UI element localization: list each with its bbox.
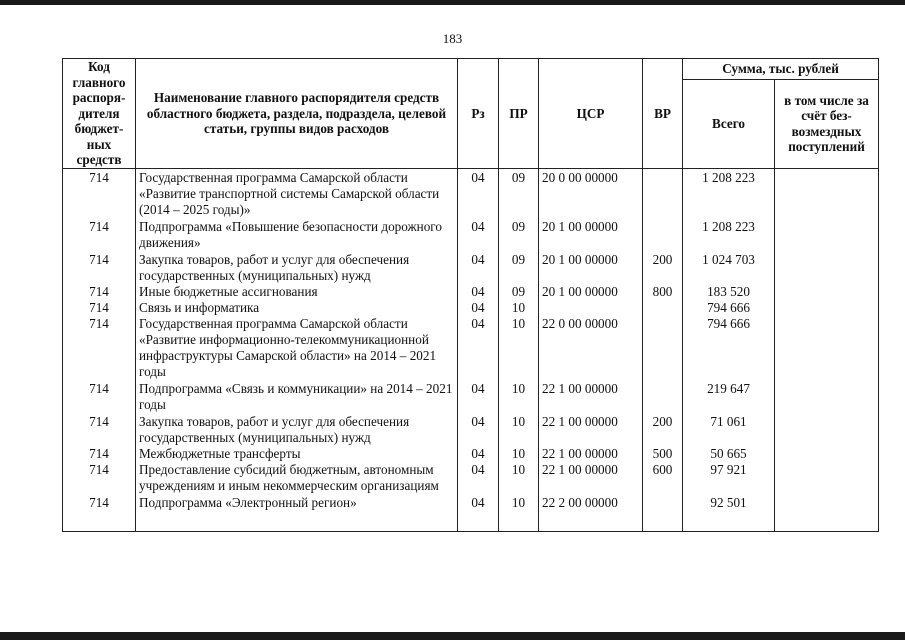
cell-csr: 20 1 00 00000 [539, 251, 643, 284]
cell-total: 183 520 [683, 284, 775, 300]
cell-code: 714 [63, 218, 136, 251]
cell-free-receipts [775, 316, 879, 380]
cell-vr: 500 [643, 446, 683, 462]
cell-pr: 10 [499, 380, 539, 413]
cell-total: 794 666 [683, 300, 775, 316]
cell-total: 1 208 223 [683, 168, 775, 218]
cell-vr [643, 380, 683, 413]
header-rz: Рз [458, 59, 499, 169]
cell-csr: 22 1 00 00000 [539, 446, 643, 462]
cell-free-receipts [775, 168, 879, 218]
table-row [63, 284, 879, 300]
cell-name: Межбюджетные трансферты [136, 446, 458, 462]
cell-vr: 200 [643, 413, 683, 446]
cell-rz: 04 [458, 462, 499, 494]
cell-rz: 04 [458, 316, 499, 380]
cell-vr: 200 [643, 251, 683, 284]
scan-top-border [0, 0, 905, 5]
cell-csr: 20 1 00 00000 [539, 284, 643, 300]
cell-total: 1 024 703 [683, 251, 775, 284]
cell-csr [539, 300, 643, 316]
table-row [63, 168, 879, 218]
cell-total: 97 921 [683, 462, 775, 494]
cell-free-receipts [775, 413, 879, 446]
cell-vr [643, 494, 683, 532]
cell-name: Подпрограмма «Связь и коммуникации» на 2014 – 2021 годы [136, 380, 458, 413]
cell-rz: 04 [458, 300, 499, 316]
cell-name: Закупка товаров, работ и услуг для обеспечения государственных (муниципальных) нужд [136, 413, 458, 446]
cell-csr: 22 2 00 00000 [539, 494, 643, 532]
cell-vr [643, 218, 683, 251]
cell-total: 71 061 [683, 413, 775, 446]
cell-name: Связь и информатика [136, 300, 458, 316]
cell-free-receipts [775, 380, 879, 413]
cell-name: Подпрограмма «Повышение безопасности дорожного движения» [136, 218, 458, 251]
table-row [63, 300, 879, 316]
cell-free-receipts [775, 218, 879, 251]
header-free-receipts: в том числе за счёт без-возмездных поступлений [775, 80, 879, 169]
cell-pr: 09 [499, 218, 539, 251]
cell-csr: 20 0 00 00000 [539, 168, 643, 218]
cell-pr: 09 [499, 168, 539, 218]
cell-vr: 600 [643, 462, 683, 494]
cell-pr: 10 [499, 300, 539, 316]
cell-csr: 22 1 00 00000 [539, 413, 643, 446]
cell-rz: 04 [458, 446, 499, 462]
table-row [63, 462, 879, 494]
scan-bottom-border [0, 632, 905, 640]
page-number: 183 [442, 31, 463, 46]
table-row [63, 316, 879, 380]
cell-code: 714 [63, 462, 136, 494]
cell-total: 92 501 [683, 494, 775, 532]
table-row [63, 251, 879, 284]
cell-pr: 10 [499, 413, 539, 446]
cell-name: Закупка товаров, работ и услуг для обеспечения государственных (муниципальных) нужд [136, 251, 458, 284]
cell-code: 714 [63, 284, 136, 300]
header-total: Всего [683, 80, 775, 169]
cell-total: 794 666 [683, 316, 775, 380]
cell-rz: 04 [458, 168, 499, 218]
cell-free-receipts [775, 251, 879, 284]
header-code: Код главного распоря-дителя бюджет-ных средств [63, 59, 136, 169]
budget-table [62, 58, 879, 532]
cell-rz: 04 [458, 494, 499, 532]
cell-vr [643, 316, 683, 380]
cell-code: 714 [63, 316, 136, 380]
cell-rz: 04 [458, 284, 499, 300]
cell-csr: 22 0 00 00000 [539, 316, 643, 380]
cell-rz: 04 [458, 218, 499, 251]
cell-name: Подпрограмма «Электронный регион» [136, 494, 458, 532]
cell-name: Государственная программа Самарской области «Развитие транспортной системы Самарской области (2014 – 2025 годы)» [136, 168, 458, 218]
cell-free-receipts [775, 284, 879, 300]
cell-name: Иные бюджетные ассигнования [136, 284, 458, 300]
cell-code: 714 [63, 380, 136, 413]
cell-rz: 04 [458, 413, 499, 446]
header-vr: ВР [643, 59, 683, 169]
cell-total: 50 665 [683, 446, 775, 462]
cell-pr: 10 [499, 494, 539, 532]
cell-total: 1 208 223 [683, 218, 775, 251]
cell-pr: 09 [499, 251, 539, 284]
table-row [63, 380, 879, 413]
cell-code: 714 [63, 168, 136, 218]
cell-code: 714 [63, 494, 136, 532]
cell-vr [643, 300, 683, 316]
cell-code: 714 [63, 413, 136, 446]
cell-code: 714 [63, 300, 136, 316]
cell-pr: 10 [499, 446, 539, 462]
cell-vr [643, 168, 683, 218]
header-pr: ПР [499, 59, 539, 169]
table-row [63, 446, 879, 462]
table-row [63, 494, 879, 532]
cell-free-receipts [775, 494, 879, 532]
cell-pr: 09 [499, 284, 539, 300]
cell-csr: 20 1 00 00000 [539, 218, 643, 251]
cell-csr: 22 1 00 00000 [539, 380, 643, 413]
cell-vr: 800 [643, 284, 683, 300]
table-row [63, 413, 879, 446]
cell-name: Государственная программа Самарской области «Развитие информационно-телекоммуникационной инфраструктуры Самарской области» на 2014 – 2021 годы [136, 316, 458, 380]
cell-free-receipts [775, 300, 879, 316]
cell-free-receipts [775, 446, 879, 462]
cell-csr: 22 1 00 00000 [539, 462, 643, 494]
cell-pr: 10 [499, 316, 539, 380]
cell-code: 714 [63, 446, 136, 462]
table-row [63, 218, 879, 251]
cell-name: Предоставление субсидий бюджетным, автономным учреждениям и иным некоммерческим организациям [136, 462, 458, 494]
cell-code: 714 [63, 251, 136, 284]
cell-pr: 10 [499, 462, 539, 494]
cell-rz: 04 [458, 251, 499, 284]
header-csr: ЦСР [539, 59, 643, 169]
cell-free-receipts [775, 462, 879, 494]
header-sum: Сумма, тыс. рублей [683, 59, 879, 80]
cell-total: 219 647 [683, 380, 775, 413]
header-name: Наименование главного распорядителя средств областного бюджета, раздела, подраздела, целевой статьи, группы видов расходов [136, 59, 458, 169]
cell-rz: 04 [458, 380, 499, 413]
